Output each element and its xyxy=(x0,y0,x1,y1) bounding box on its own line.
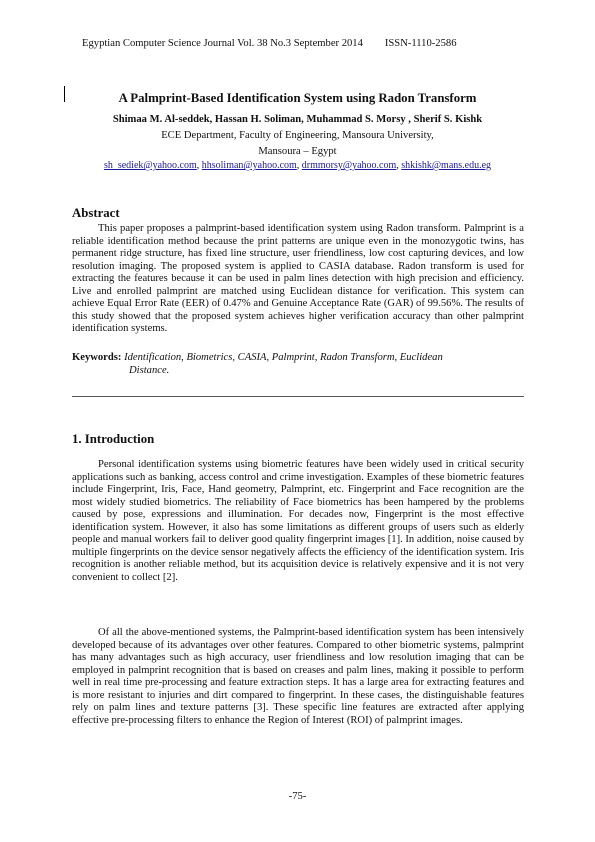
keywords-values: Identification, Biometrics, CASIA, Palmprint, Radon Transform, Euclidean xyxy=(121,352,443,363)
email-link[interactable]: shkishk@mans.edu.eg xyxy=(401,160,492,171)
email-separator: , xyxy=(196,160,202,171)
author-emails xyxy=(0,160,595,171)
paper-title: A Palmprint-Based Identification System using Radon Transform xyxy=(118,91,477,105)
affiliation-line-2: Mansoura – Egypt xyxy=(258,146,337,157)
email-separator: , xyxy=(396,160,402,171)
abstract-text: This paper proposes a palmprint-based identification system using Radon transform. Palmprint is a reliable identification method because the print patterns are unique even in the monozygotic twins, has permanent ridge structure, has fixed line structure, user friendliness, low cost capturing devices, and low resolution imaging. The proposed system is applied to CASIA database. Radon transform is used for extracting the features because it can be used in palm lines detection with high precision and efficiency. Live and enrolled palmprint are matched using Euclidean distance for verification. This system can achieve Equal Error Rate (EER) of 0.47% and Genuine Acceptance Rate (GAR) of 99.56%. The results of this study showed that the proposed system achieves higher verification accuracy than other palmprint identification systems. xyxy=(72,223,524,335)
email-link[interactable]: drmmorsy@yahoo.com xyxy=(301,160,397,171)
keywords-label: Keywords: xyxy=(72,352,122,363)
introduction-heading: 1. Introduction xyxy=(72,432,155,446)
intro-paragraph-1: Personal identification systems using biometric features have been widely used in critical security applications such as banking, access control and crime investigation. Examples of these biometric features include Fingerprint, Iris, Face, Hand geometry, Palmprint, etc. Fingerprint and Face recognition are the most widely studied biometrics. The reliability of Face biometrics has been hampered by the problems caused by pose, expressions and illumination. For decades now, Fingerprint is the most effective identification system. However, it also has some limitations as different groups of users such as elderly people and manual workers fail to deliver good quality fingerprint images [1]. In addition, noise caused by multiple fingerprints on the device sensor negatively affects the efficiency of the identification system. Iris recognition is another reliable method, but its acquisition device is relatively expensive and it is not very convenient to collect [2]. xyxy=(72,459,524,583)
email-link[interactable]: hhsoliman@yahoo.com xyxy=(201,160,297,171)
keywords-values-continued: Distance. xyxy=(129,364,170,376)
journal-info: Egyptian Computer Science Journal Vol. 38 No.3 September 2014 xyxy=(82,38,363,49)
section-divider xyxy=(72,396,524,397)
issn-number: ISSN-1110-2586 xyxy=(384,38,457,49)
running-header xyxy=(82,38,457,49)
email-link[interactable]: sh_sediek@yahoo.com xyxy=(103,160,197,171)
abstract-heading: Abstract xyxy=(72,206,120,220)
affiliation-line-1: ECE Department, Faculty of Engineering, Mansoura University, xyxy=(161,130,434,141)
email-separator: , xyxy=(296,160,302,171)
author-list: Shimaa M. Al-seddek, Hassan H. Soliman, Muhammad S. Morsy , Sherif S. Kishk xyxy=(112,114,483,125)
keywords xyxy=(72,352,524,377)
page-number: -75- xyxy=(288,791,307,802)
intro-paragraph-2: Of all the above-mentioned systems, the Palmprint-based identification system has been intensively developed because of its advantages over other features. Compared to other biometric systems, palmprint has many advantages such as high accuracy, user friendliness and low resolution imaging that can be employed in palmprint recognition that is based on creases and palm lines, making it possible to perform well in real time pre-processing and feature extraction steps. It has a large area for extracting features and is more resistant to injuries and dirt compared to fingerprint. In these cases, the distinguishable features rely on palm lines and texture patterns [3]. These specific line features are extracted after applying effective pre-processing filters to enhance the Region of Interest (ROI) of palmprint images. xyxy=(72,627,524,726)
